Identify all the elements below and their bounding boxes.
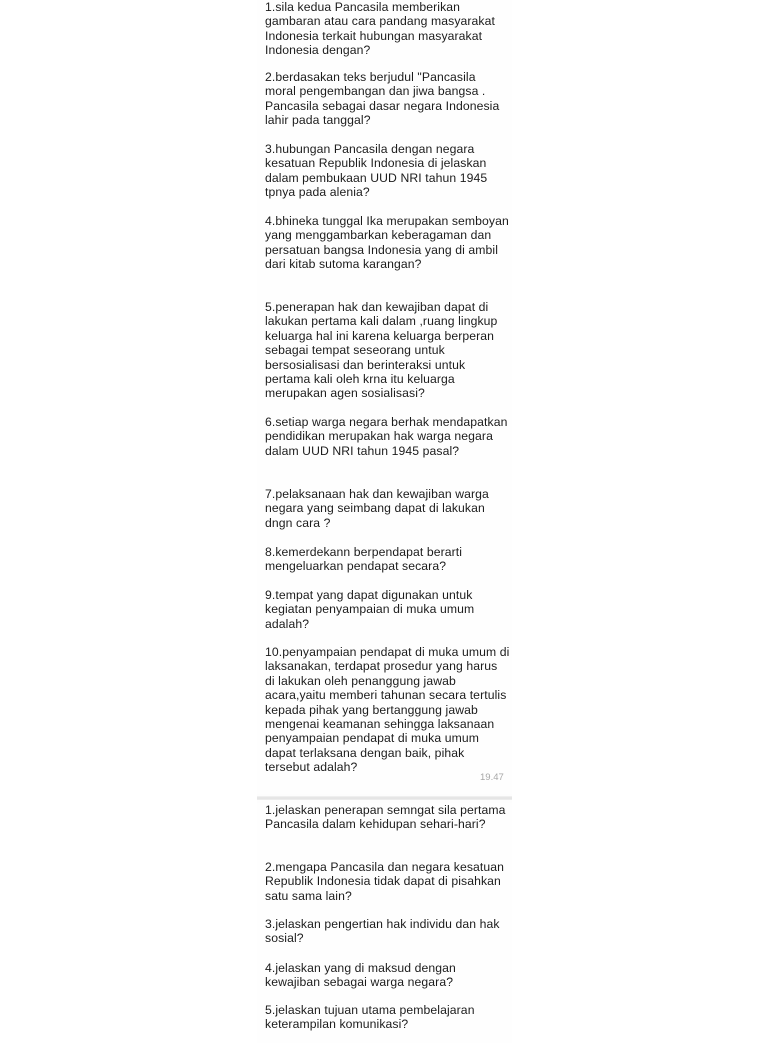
question-item: 9.tempat yang dapat digunakan untuk kegiatan penyampaian di muka umum adalah? bbox=[265, 588, 475, 631]
question-item: 10.penyampaian pendapat di muka umum di laksanakan, terdapat prosedur yang harus di lakukan oleh penanggung jawab acara,yaitu memberi tahunan secara tertulis kepada pihak yang bertanggung jawab mengenai keamanan sehingga laksanaan penyampaian pendapat di muka umum dapat terlaksana dengan baik, pihak tersebut adalah? bbox=[265, 645, 510, 775]
question-item: 2.mengapa Pancasila dan negara kesatuan Republik Indonesia tidak dapat di pisahkan satu sama lain? bbox=[265, 860, 505, 903]
question-item: 4.jelaskan yang di maksud dengan kewajiban sebagai warga negara? bbox=[265, 961, 456, 990]
question-item: 7.pelaksanaan hak dan kewajiban warga negara yang seimbang dapat di lakukan dngn cara ? bbox=[265, 487, 489, 530]
message-timestamp: 19.47 bbox=[480, 772, 504, 783]
message-bubble[interactable] bbox=[257, 0, 512, 794]
question-item: 8.kemerdekann berpendapat berarti mengeluarkan pendapat secara? bbox=[265, 545, 463, 574]
question-item: 3.hubungan Pancasila dengan negara kesatuan Republik Indonesia di jelaskan dalam pembukaan UUD NRI tahun 1945 tpnya pada alenia? bbox=[265, 142, 488, 200]
question-item: 4.bhineka tunggal Ika merupakan semboyan yang menggambarkan keberagaman dan persatuan bangsa Indonesia yang di ambil dari kitab sutoma karangan? bbox=[265, 214, 509, 272]
question-item: 2.berdasakan teks berjudul "Pancasila moral pengembangan dan jiwa bangsa . Pancasila sebagai dasar negara Indonesia lahir pada tanggal? bbox=[265, 70, 500, 128]
question-item: 3.jelaskan pengertian hak individu dan hak sosial? bbox=[265, 917, 500, 946]
question-item: 5.jelaskan tujuan utama pembelajaran keterampilan komunikasi? bbox=[265, 1003, 475, 1032]
question-item: 1.jelaskan penerapan semngat sila pertama Pancasila dalam kehidupan sehari-hari? bbox=[265, 803, 506, 832]
question-item: 6.setiap warga negara berhak mendapatkan pendidikan merupakan hak warga negara dalam UUD NRI tahun 1945 pasal? bbox=[265, 415, 508, 458]
message-divider bbox=[257, 796, 512, 800]
question-item: 1.sila kedua Pancasila memberikan gambaran atau cara pandang masyarakat Indonesia terkait hubungan masyarakat Indonesia dengan? bbox=[265, 0, 495, 58]
chat-strip bbox=[257, 0, 512, 1032]
message-bubble[interactable] bbox=[257, 803, 512, 1043]
question-item: 5.penerapan hak dan kewajiban dapat di lakukan pertama kali dalam ,ruang lingkup keluarga hal ini karena keluarga berperan sebagai tempat seseorang untuk bersosialisasi dan berinteraksi untuk pertama kali oleh krna itu keluarga merupakan agen sosialisasi? bbox=[265, 300, 498, 401]
